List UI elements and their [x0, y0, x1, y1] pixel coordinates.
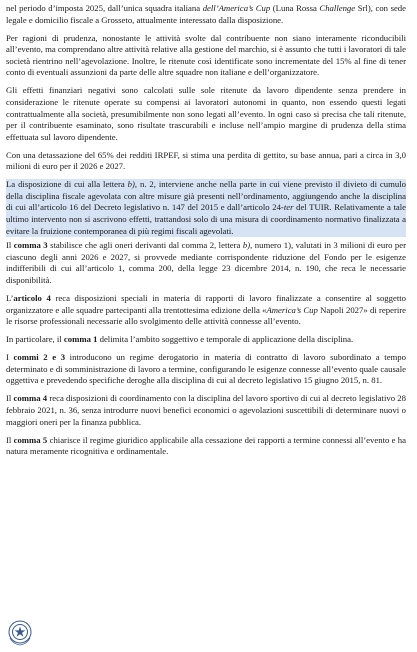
italic-run: b) [127, 179, 135, 190]
paragraph-comma-3-coverage [6, 240, 406, 286]
text-run: , n. 2, interviene anche nella parte in cui viene previsto il divieto di cumulo della disciplina fiscale agevolata con altre misure già presenti nell’ordinamento, aggiungendo anche la disciplina di cui all’articolo 16 del Decreto legislativo n. 147 del 2015 e dall’articolo 24- [6, 179, 406, 213]
bold-run: commi 2 e 3 [13, 352, 66, 363]
paragraph-intro-continuation [6, 3, 406, 26]
text-run: nel periodo d’imposta 2025, dall’unica squadra italiana [6, 3, 203, 13]
paragraph-cumulation-ban [6, 179, 406, 237]
text-run: Per ragioni di prudenza, nonostante le attività svolte dal contribuente non siano interamente riconducibili all’evento, ma comprendano altre attività relative alla gestione del marchio, si è assunto che tutti i lavoratori di tale società rientrino nell’agevolazione. Inoltre, le ritenute così identificate sono incrementate del 15% al fine di tener conto di eventuali assunzioni da parte delle altre squadre non italiane e dell’organizzatore. [6, 32, 406, 78]
text-run: In particolare, il [6, 334, 64, 345]
paragraph-comma-5 [6, 435, 406, 458]
text-run: Con una detassazione del 65% dei redditi IRPEF, si stima una perdita di gettito, su base annua, pari a circa in 3,0 milioni di euro per il 2026 e 2027. [6, 149, 406, 172]
text-run: reca disposizioni di coordinamento con la disciplina del lavoro sportivo di cui al decreto legislativo 28 febbraio 2021, n. 36, senza introdurre nuovi benefici economici o agevolazioni suscettibili di determinare nuovi o maggiori oneri per la finanza pubblica. [6, 393, 406, 427]
paragraph-prudence [6, 33, 406, 79]
text-run: L’ [6, 293, 14, 304]
paragraph-comma-4 [6, 393, 406, 428]
text-run: (Luna Rossa [270, 3, 320, 13]
text-run: del TUIR. Relativamente a tale ultimo intervento non si ascrivono effetti, trattandosi solo di una misura di coordinamento normativo finalizzata a evitare la fruizione contemporanea di più regimi fiscali agevolati. [6, 202, 407, 236]
bold-run: comma 3 [13, 240, 48, 251]
text-run: chiarisce il regime giuridico applicabile alla cessazione dei rapporti a termine connessi all’evento e ha natura meramente ricognitiva e ordinamentale. [6, 434, 406, 457]
bold-run: articolo 4 [13, 293, 51, 304]
paragraph-comma-1 [6, 334, 406, 346]
text-run: Il [6, 434, 14, 445]
text-run: I [6, 352, 14, 363]
bold-run: comma 4 [13, 393, 48, 404]
italic-run: America’s Cup [266, 304, 318, 315]
paragraph-revenue-loss-estimate [6, 150, 406, 173]
text-run: introducono un regime derogatorio in materia di contratto di lavoro subordinato a tempo determinato e di somministrazione di lavoro a termine, configurando le esigenze connesse all’evento quale causale oggettiva e prevedendo specifiche deroghe alla disciplina di cui al decreto legislativo 15 giugno 2015, n. 81. [6, 352, 406, 386]
paragraph-commi-2-3 [6, 352, 406, 387]
text-run: reca disposizioni speciali in materia di rapporti di lavoro finalizzate a consentire al soggetto organizzatore e alle squadre partecipanti alla trentottesima edizione della « [6, 293, 406, 315]
paragraph-article-4 [6, 293, 406, 328]
bold-run: comma 5 [13, 434, 48, 445]
text-run: , numero 1), valutati in 3 milioni di euro per ciascuno degli anni 2026 e 2027, si provvede mediante corrispondente riduzione del Fondo per le esigenze indifferibili di cui all’articolo 1, comma 200, della legge 23 dicembre 2014, n. 190, che reca le necessarie disponibilità. [6, 240, 406, 286]
paragraph-financial-effects [6, 85, 406, 143]
italic-run: dell’America’s Cup [202, 3, 271, 13]
text-run: Napoli 2027» di reperire le risorse professionali necessarie allo svolgimento delle attività connesse all’evento. [6, 304, 406, 327]
text-run: Gli effetti finanziari negativi sono calcolati sulle sole ritenute da lavoro dipendente senza prendere in considerazione le ritenute operate su compensi ai lavoratori autonomi in quanto, non essendo questi legati contrattualmente alla società, presumibilmente non sono legati all’evento. In ogni caso si precisa che tali ritenute, per il contribuente esaminato, sono risultate trascurabili e incluse nell’ampio margine di prudenza della stima effettuata sul lavoro dipendente. [6, 85, 406, 142]
bold-run: comma 1 [63, 334, 98, 345]
text-run: Srl), con sede legale e domicilio fiscale a Grosseto, attualmente interessato dalla disposizione. [6, 3, 407, 25]
italic-run: Challenge [319, 3, 356, 13]
text-run: delimita l’ambito soggettivo e temporale di applicazione della disciplina. [97, 334, 354, 345]
text-run: Il [6, 240, 14, 251]
text-run: stabilisce che agli oneri derivanti dal comma 2, lettera [47, 240, 243, 251]
text-run: La disposizione di cui alla lettera [6, 179, 128, 190]
text-run: Il [6, 393, 14, 404]
italian-republic-emblem-icon [6, 618, 34, 648]
italic-run: ter [283, 202, 294, 213]
italic-run: b) [242, 240, 251, 251]
